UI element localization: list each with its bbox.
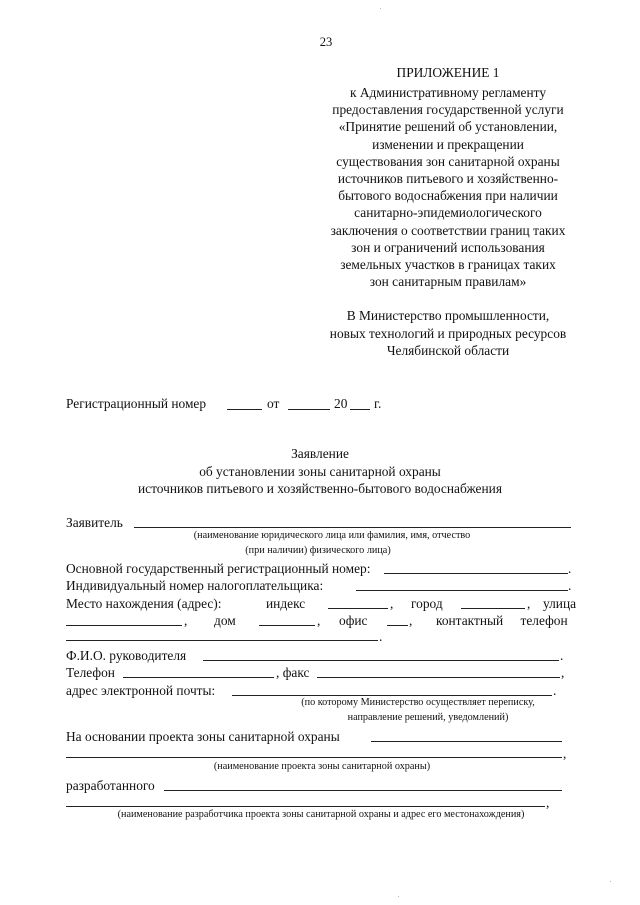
director-end: .	[560, 648, 564, 663]
appendix-line: санитарно-эпидемиологического	[354, 205, 542, 220]
index-label: индекс	[266, 596, 306, 611]
registration-number-field[interactable]	[227, 409, 262, 410]
appendix-line: зон и ограничений использования	[351, 240, 545, 255]
fax-label: , факс	[276, 665, 310, 680]
appendix-line: «Принятие решений об установлении,	[338, 119, 558, 134]
fax-field[interactable]	[317, 677, 560, 678]
scan-speck	[398, 896, 399, 897]
registration-from-label: от	[267, 396, 280, 411]
project-end: ,	[563, 746, 567, 761]
phone-field[interactable]	[123, 677, 274, 678]
developer-end: ,	[546, 795, 550, 810]
inn-label: Индивидуальный номер налогоплательщика:	[66, 578, 324, 593]
city-comma: ,	[527, 596, 531, 611]
project-field[interactable]	[371, 741, 562, 742]
email-field[interactable]	[232, 695, 552, 696]
applicant-hint: (наименование юридического лица или фамилия, имя, отчество	[193, 530, 471, 541]
inn-field[interactable]	[356, 590, 568, 591]
location-label: Место нахождения (адрес):	[66, 596, 222, 611]
email-label: адрес электронной почты:	[66, 683, 216, 698]
applicant-hint: (при наличии) физического лица)	[245, 545, 391, 556]
house-field[interactable]	[259, 625, 315, 626]
registration-date-field[interactable]	[288, 409, 330, 410]
appendix-line: предоставления государственной услуги	[332, 102, 564, 117]
director-label: Ф.И.О. руководителя	[66, 648, 187, 663]
page-number: 23	[319, 35, 333, 49]
index-comma: ,	[390, 596, 394, 611]
appendix-line: бытового водоснабжения при наличии	[338, 188, 558, 203]
contact-phone-label: контактный телефон	[436, 613, 568, 628]
fax-end: ,	[561, 665, 565, 680]
addressee-line: новых технологий и природных ресурсов	[329, 326, 567, 341]
index-field[interactable]	[328, 608, 388, 609]
street-field[interactable]	[66, 625, 182, 626]
appendix-title: ПРИЛОЖЕНИЕ 1	[396, 65, 500, 80]
applicant-field[interactable]	[134, 527, 571, 528]
appendix-line: зон санитарным правилам»	[369, 274, 527, 289]
city-field[interactable]	[461, 608, 525, 609]
director-field[interactable]	[203, 660, 559, 661]
appendix-line: заключения о соответствии границ таких	[330, 223, 566, 238]
phone-label: Телефон	[66, 665, 115, 680]
ogrn-label: Основной государственный регистрационный номер:	[66, 561, 371, 576]
street-label: улица	[543, 596, 577, 611]
appendix-line: источников питьевого и хозяйственно-	[337, 171, 559, 186]
email-hint: (по которому Министерство осуществляет переписку,	[301, 697, 535, 708]
appendix-line: земельных участков в границах таких	[340, 257, 556, 272]
registration-year-prefix: 20	[334, 396, 348, 411]
appendix-line: существования зон санитарной охраны	[336, 154, 560, 169]
developer-field-continued[interactable]	[66, 806, 545, 807]
statement-subtitle: источников питьевого и хозяйственно-бытового водоснабжения	[138, 481, 502, 496]
project-label: На основании проекта зоны санитарной охраны	[66, 729, 340, 744]
house-comma: ,	[317, 613, 321, 628]
developer-hint: (наименование разработчика проекта зоны санитарной охраны и адрес его местонахождения)	[117, 809, 525, 820]
ogrn-end: .	[568, 561, 572, 576]
applicant-label: Заявитель	[66, 515, 123, 530]
scan-speck	[610, 881, 611, 882]
registration-year-suffix: г.	[374, 396, 382, 411]
registration-label: Регистрационный номер	[66, 396, 207, 411]
developer-field[interactable]	[164, 790, 562, 791]
house-label: дом	[214, 613, 236, 628]
email-hint: направление решений, уведомлений)	[347, 712, 509, 723]
contact-phone-end: .	[379, 629, 383, 644]
statement-title: Заявление	[291, 446, 349, 461]
office-comma: ,	[409, 613, 413, 628]
registration-year-field[interactable]	[350, 409, 370, 410]
appendix-line: изменении и прекращении	[372, 137, 524, 152]
statement-subtitle: об установлении зоны санитарной охраны	[199, 464, 441, 479]
project-field-continued[interactable]	[66, 757, 562, 758]
email-end: .	[553, 683, 557, 698]
ogrn-field[interactable]	[384, 573, 568, 574]
street-comma: ,	[184, 613, 188, 628]
scan-speck	[380, 8, 381, 9]
office-label: офис	[339, 613, 368, 628]
addressee-line: В Министерство промышленности,	[346, 308, 550, 323]
appendix-line: к Административному регламенту	[349, 85, 547, 100]
inn-end: .	[568, 578, 572, 593]
addressee-line: Челябинской области	[386, 343, 510, 358]
developer-label: разработанного	[66, 778, 155, 793]
contact-phone-field[interactable]	[66, 640, 378, 641]
city-label: город	[411, 596, 443, 611]
office-field[interactable]	[387, 625, 408, 626]
project-hint: (наименование проекта зоны санитарной охраны)	[213, 761, 431, 772]
